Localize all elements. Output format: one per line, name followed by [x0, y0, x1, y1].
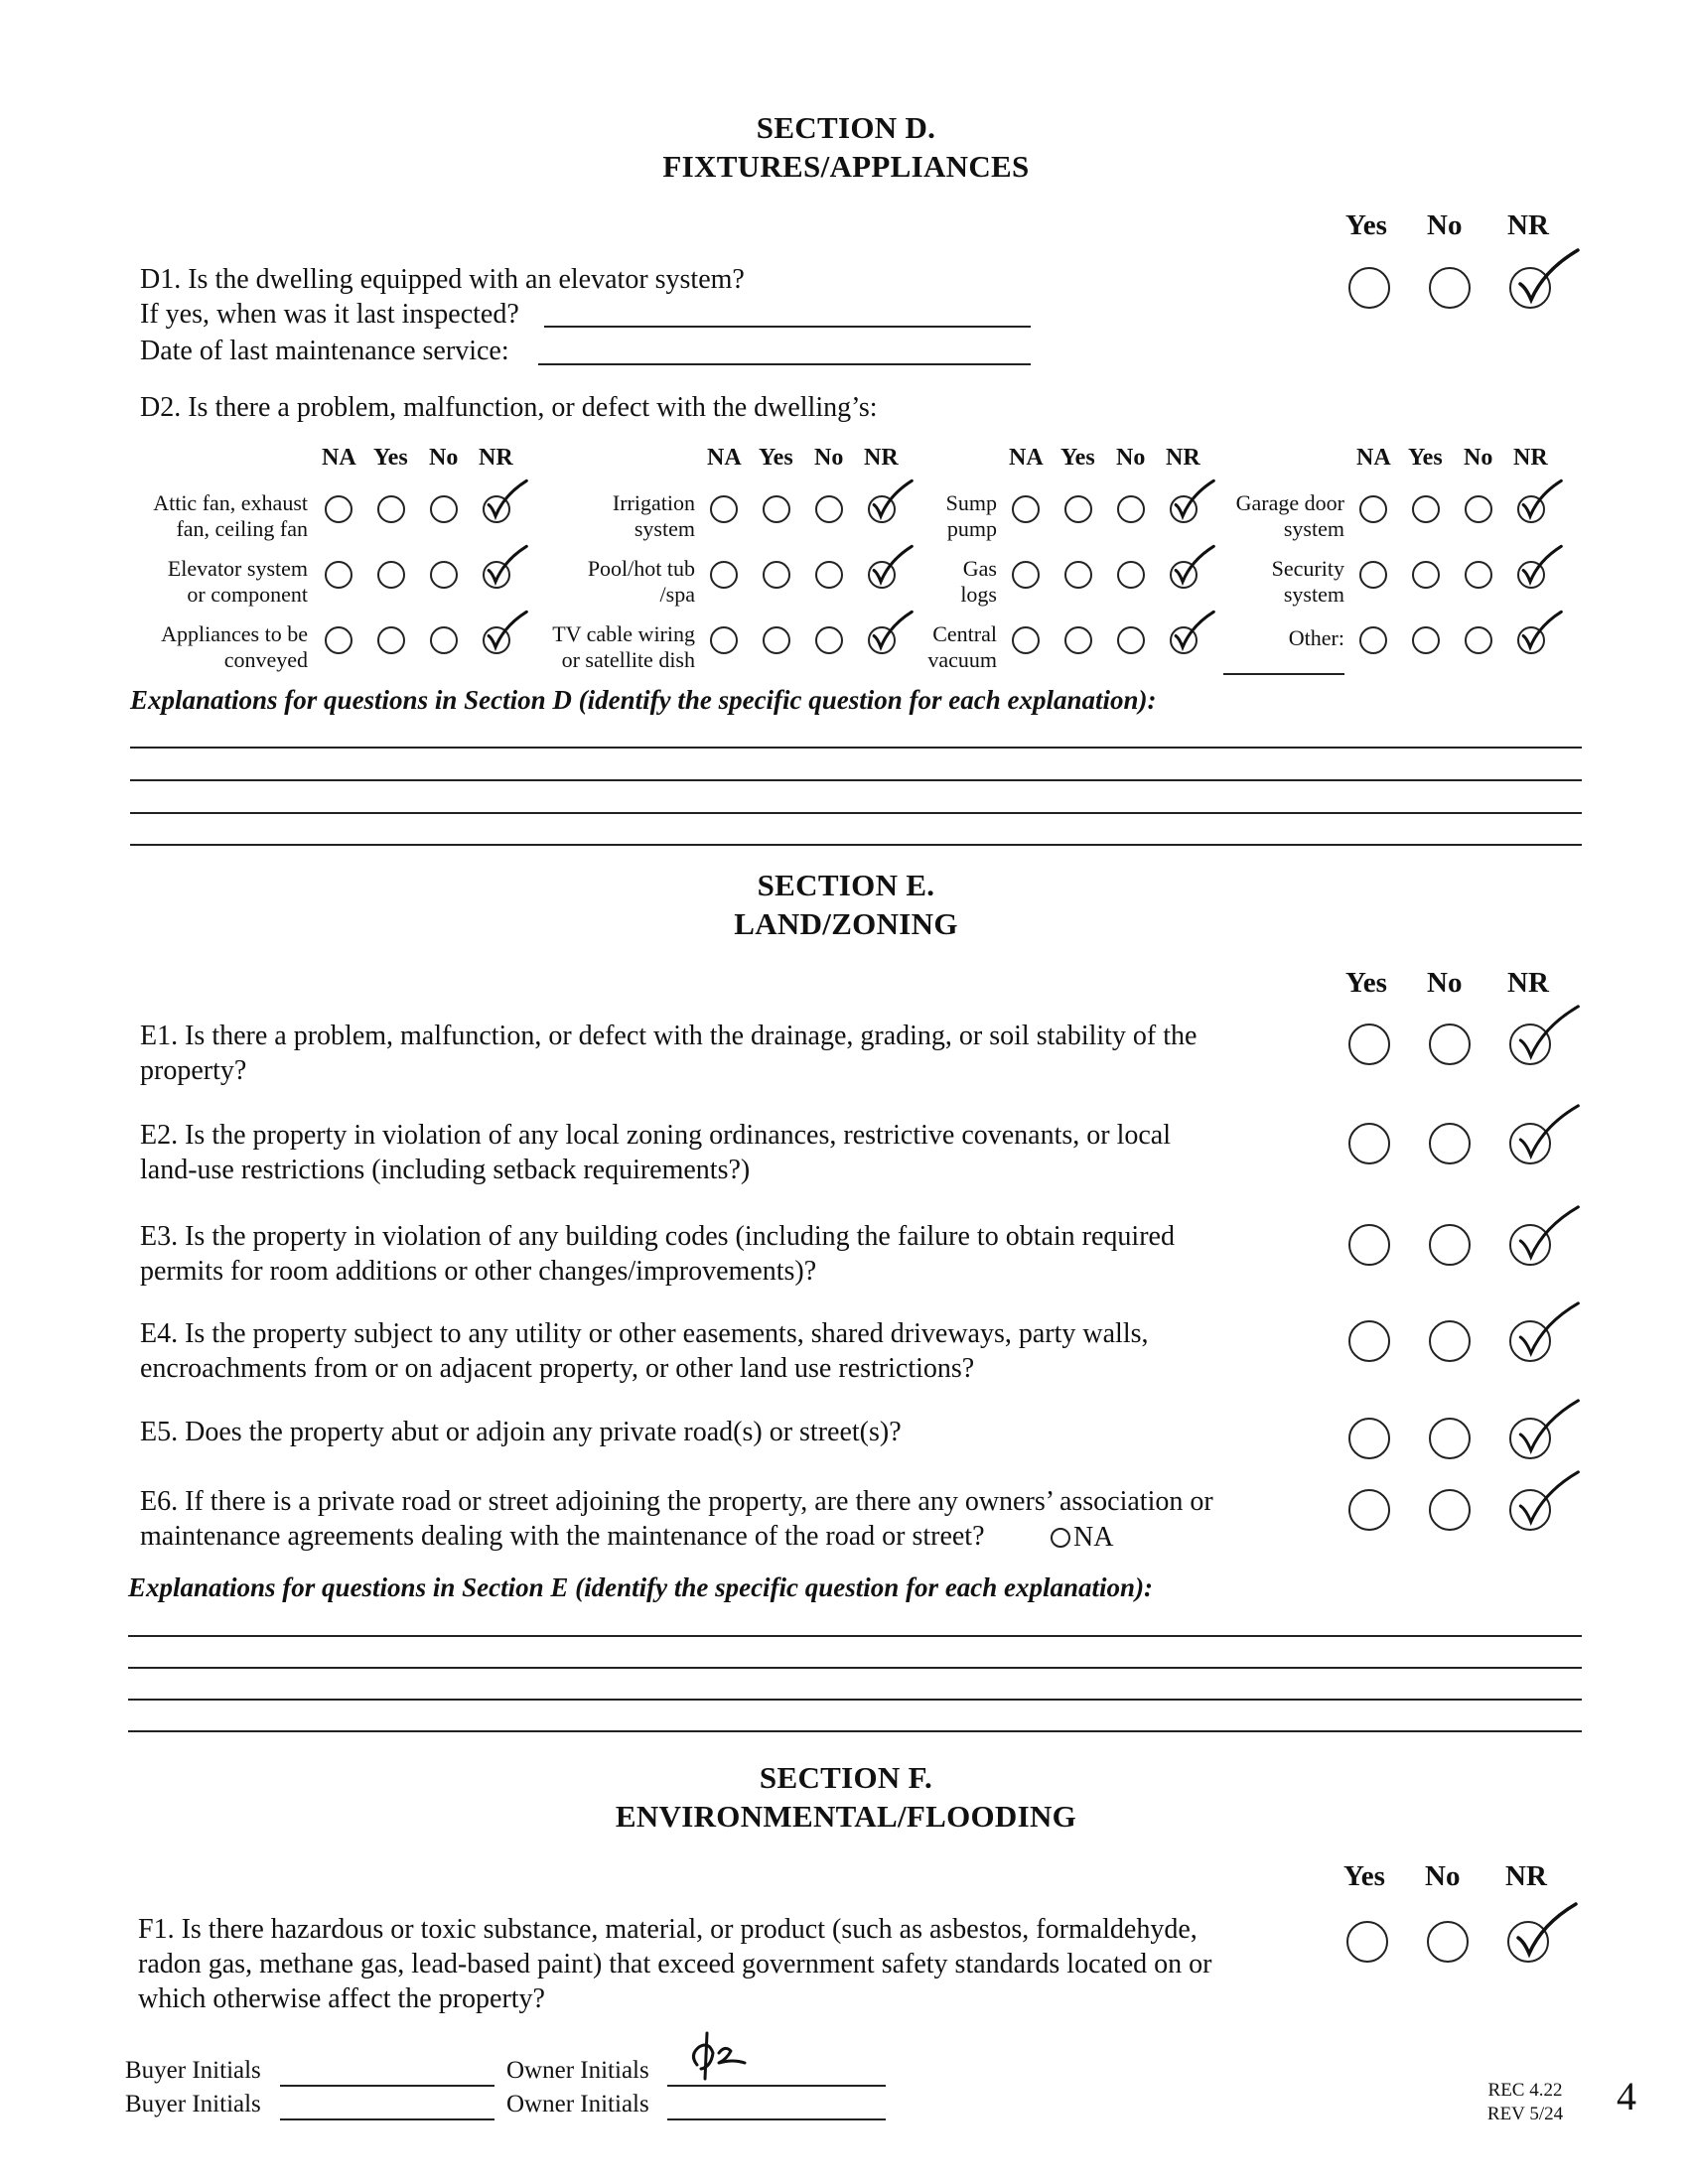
section-d-explanations-label: Explanations for questions in Section D (identify the specific question for each explanation): [130, 685, 1157, 715]
d1-inspected-label: If yes, when was it last inspected? [140, 299, 519, 330]
d1-inspected-field[interactable] [544, 326, 1031, 328]
section-d-explanation-line-3[interactable] [130, 812, 1582, 814]
d2-other-field[interactable] [1223, 673, 1344, 675]
d2-col1-na: NA [322, 445, 356, 471]
e5-yes-radio[interactable] [1348, 1418, 1390, 1459]
e3-no-radio[interactable] [1429, 1224, 1471, 1266]
section-d-yes-header: Yes [1345, 209, 1387, 241]
form-code: REC 4.22 [1487, 2080, 1563, 2101]
f1-nr-check-icon [1512, 1902, 1582, 1964]
d1-maintenance-label: Date of last maintenance service: [140, 336, 509, 366]
section-e-explanation-line-2[interactable] [128, 1667, 1582, 1669]
section-d-no-header: No [1427, 209, 1463, 241]
e2-yes-radio[interactable] [1348, 1123, 1390, 1164]
d2-item-8-na-radio[interactable] [1012, 626, 1040, 654]
e3-yes-radio[interactable] [1348, 1224, 1390, 1266]
d2-col3-no: No [1116, 445, 1146, 471]
d2-item-4-yes-radio[interactable] [763, 561, 790, 589]
d2-item-attic-fan: Attic fan, exhaust fan, ceiling fan [153, 490, 308, 541]
section-f-no-header: No [1425, 1860, 1461, 1892]
d2-item-central-vacuum: Central vacuum [927, 621, 997, 672]
d2-col2-yes: Yes [759, 445, 793, 471]
d2-item-6-nr-check-icon [1172, 479, 1217, 523]
buyer-initials-label-2: Buyer Initials [125, 2091, 261, 2117]
d2-item-gas-logs: Gas logs [960, 556, 997, 607]
d2-item-10-nr-check-icon [1519, 545, 1565, 589]
d2-item-9-nr-check-icon [1519, 479, 1565, 523]
d1-maintenance-field[interactable] [538, 363, 1031, 365]
section-d-title: SECTION D. [756, 110, 936, 145]
d2-item-security: Security system [1271, 556, 1344, 607]
d2-item-11-yes-radio[interactable] [1412, 626, 1440, 654]
d2-item-3-na-radio[interactable] [710, 495, 738, 523]
section-f-nr-header: NR [1505, 1860, 1547, 1892]
e6-nr-check-icon [1514, 1470, 1584, 1532]
buyer-initials-field-1[interactable] [280, 2085, 494, 2087]
d2-item-1-yes-radio[interactable] [377, 561, 405, 589]
section-e-explanation-line-3[interactable] [128, 1699, 1582, 1701]
d2-question: D2. Is there a problem, malfunction, or defect with the dwelling’s: [140, 392, 878, 423]
d2-item-irrigation: Irrigation system [612, 490, 695, 541]
d2-col2-nr: NR [864, 445, 899, 471]
d2-col1-no: No [429, 445, 459, 471]
d2-item-10-na-radio[interactable] [1359, 561, 1387, 589]
e2-no-radio[interactable] [1429, 1123, 1471, 1164]
d2-col4-nr: NR [1513, 445, 1548, 471]
section-e-explanation-line-4[interactable] [128, 1730, 1582, 1732]
d2-item-5-yes-radio[interactable] [763, 626, 790, 654]
e6-question: E6. If there is a private road or street adjoining the property, are there any owners’ association or maintenance agreements dealing with the maintenance of the road or street? [140, 1486, 1213, 1552]
e6-na-label: NA [1073, 1522, 1114, 1553]
buyer-initials-field-2[interactable] [280, 2118, 494, 2120]
section-e-no-header: No [1427, 967, 1463, 999]
d2-col1-yes: Yes [373, 445, 408, 471]
d2-item-7-no-radio[interactable] [1117, 561, 1145, 589]
d2-item-3-yes-radio[interactable] [763, 495, 790, 523]
d2-item-9-na-radio[interactable] [1359, 495, 1387, 523]
e1-nr-check-icon [1514, 1005, 1584, 1066]
e5-question: E5. Does the property abut or adjoin any private road(s) or street(s)? [140, 1417, 902, 1447]
d2-item-8-yes-radio[interactable] [1064, 626, 1092, 654]
e1-no-radio[interactable] [1429, 1024, 1471, 1065]
d2-item-11-no-radio[interactable] [1465, 626, 1492, 654]
e3-question: E3. Is the property in violation of any building codes (including the failure to obtain required permits for room additions or other changes/improvements)? [140, 1221, 1175, 1287]
f1-yes-radio[interactable] [1346, 1921, 1388, 1963]
d2-col4-yes: Yes [1408, 445, 1443, 471]
e5-no-radio[interactable] [1429, 1418, 1471, 1459]
d2-item-garage-door: Garage door system [1235, 490, 1344, 541]
d2-item-5-na-radio[interactable] [710, 626, 738, 654]
d2-item-10-no-radio[interactable] [1465, 561, 1492, 589]
owner-initials-label-1: Owner Initials [506, 2057, 649, 2084]
d2-item-pool: Pool/hot tub /spa [587, 556, 695, 607]
d2-item-4-no-radio[interactable] [815, 561, 843, 589]
d2-item-0-no-radio[interactable] [430, 495, 458, 523]
d2-item-11-na-radio[interactable] [1359, 626, 1387, 654]
d2-item-8-nr-check-icon [1172, 611, 1217, 654]
d2-item-2-yes-radio[interactable] [377, 626, 405, 654]
section-e-explanation-line-1[interactable] [128, 1635, 1582, 1637]
d2-item-1-na-radio[interactable] [325, 561, 352, 589]
d2-item-0-nr-check-icon [485, 479, 530, 523]
section-e-explanations-label: Explanations for questions in Section E (identify the specific question for each explanation): [128, 1572, 1154, 1602]
e4-question: E4. Is the property subject to any utility or other easements, shared driveways, party walls, encroachments from or on adjacent property, or other land use restrictions? [140, 1318, 1149, 1384]
section-f-subtitle: ENVIRONMENTAL/FLOODING [615, 1799, 1077, 1834]
d2-item-3-nr-check-icon [870, 479, 916, 523]
d2-item-2-nr-check-icon [485, 611, 530, 654]
e6-na-radio[interactable] [1051, 1528, 1070, 1548]
e1-yes-radio[interactable] [1348, 1024, 1390, 1065]
d2-item-9-no-radio[interactable] [1465, 495, 1492, 523]
section-d-explanation-line-2[interactable] [130, 779, 1582, 781]
e2-nr-check-icon [1514, 1104, 1584, 1165]
d2-item-8-no-radio[interactable] [1117, 626, 1145, 654]
e1-question: E1. Is there a problem, malfunction, or defect with the drainage, grading, or soil stability of the property? [140, 1021, 1198, 1086]
f1-no-radio[interactable] [1427, 1921, 1469, 1963]
section-d-explanation-line-4[interactable] [130, 844, 1582, 846]
owner-initials-signature [685, 2025, 765, 2083]
e6-no-radio[interactable] [1429, 1489, 1471, 1531]
d2-item-9-yes-radio[interactable] [1412, 495, 1440, 523]
d2-item-6-yes-radio[interactable] [1064, 495, 1092, 523]
d2-item-1-no-radio[interactable] [430, 561, 458, 589]
d2-item-sump-pump: Sump pump [945, 490, 997, 541]
section-f-yes-header: Yes [1343, 1860, 1385, 1892]
e4-yes-radio[interactable] [1348, 1320, 1390, 1362]
section-e-subtitle: LAND/ZONING [734, 906, 958, 941]
d1-question: D1. Is the dwelling equipped with an elevator system? [140, 264, 745, 295]
section-d-nr-header: NR [1507, 209, 1549, 241]
section-d-explanation-line-1[interactable] [130, 747, 1582, 749]
e5-nr-check-icon [1514, 1399, 1584, 1460]
section-e-title: SECTION E. [757, 868, 935, 902]
d1-no-radio[interactable] [1429, 267, 1471, 309]
d2-item-tv-cable: TV cable wiring or satellite dish [552, 621, 695, 672]
d2-item-4-nr-check-icon [870, 545, 916, 589]
d2-col4-no: No [1464, 445, 1493, 471]
d2-col3-na: NA [1009, 445, 1044, 471]
d2-item-11-nr-check-icon [1519, 611, 1565, 654]
d2-item-6-na-radio[interactable] [1012, 495, 1040, 523]
d2-item-7-yes-radio[interactable] [1064, 561, 1092, 589]
d2-col2-na: NA [707, 445, 742, 471]
d2-item-2-na-radio[interactable] [325, 626, 352, 654]
d2-item-7-nr-check-icon [1172, 545, 1217, 589]
e6-yes-radio[interactable] [1348, 1489, 1390, 1531]
d2-item-2-no-radio[interactable] [430, 626, 458, 654]
d2-col1-nr: NR [479, 445, 513, 471]
owner-initials-label-2: Owner Initials [506, 2091, 649, 2117]
e4-no-radio[interactable] [1429, 1320, 1471, 1362]
owner-initials-field-2[interactable] [667, 2118, 886, 2120]
e3-nr-check-icon [1514, 1205, 1584, 1267]
d2-item-5-nr-check-icon [870, 611, 916, 654]
d2-col2-no: No [814, 445, 844, 471]
d2-item-0-yes-radio[interactable] [377, 495, 405, 523]
section-e-nr-header: NR [1507, 967, 1549, 999]
d2-col3-nr: NR [1166, 445, 1200, 471]
e2-question: E2. Is the property in violation of any local zoning ordinances, restrictive covenants, or local land-use restrictions (including setback requirements?) [140, 1120, 1172, 1185]
d1-yes-radio[interactable] [1348, 267, 1390, 309]
buyer-initials-label-1: Buyer Initials [125, 2057, 261, 2084]
form-revision: REV 5/24 [1486, 2104, 1564, 2124]
section-d-subtitle: FIXTURES/APPLIANCES [662, 149, 1030, 184]
d2-item-1-nr-check-icon [485, 545, 530, 589]
owner-initials-field-1[interactable] [667, 2085, 886, 2087]
d1-nr-check-icon [1514, 248, 1584, 310]
d2-item-appliances: Appliances to be conveyed [161, 621, 308, 672]
d2-item-other: Other: [1288, 625, 1344, 650]
d2-item-6-no-radio[interactable] [1117, 495, 1145, 523]
section-e-yes-header: Yes [1345, 967, 1387, 999]
d2-col3-yes: Yes [1060, 445, 1095, 471]
d2-item-5-no-radio[interactable] [815, 626, 843, 654]
d2-item-elevator: Elevator system or component [167, 556, 308, 607]
d2-item-0-na-radio[interactable] [325, 495, 352, 523]
d2-item-10-yes-radio[interactable] [1412, 561, 1440, 589]
d2-item-3-no-radio[interactable] [815, 495, 843, 523]
f1-question: F1. Is there hazardous or toxic substance, material, or product (such as asbestos, formaldehyde, radon gas, methane gas, lead-based paint) that exceed government safety standards located on or which otherwise affect the property? [138, 1914, 1212, 2014]
d2-col4-na: NA [1356, 445, 1391, 471]
d2-item-4-na-radio[interactable] [710, 561, 738, 589]
e4-nr-check-icon [1514, 1301, 1584, 1363]
d2-item-7-na-radio[interactable] [1012, 561, 1040, 589]
section-f-title: SECTION F. [759, 1760, 933, 1795]
page-number: 4 [1617, 2074, 1636, 2118]
